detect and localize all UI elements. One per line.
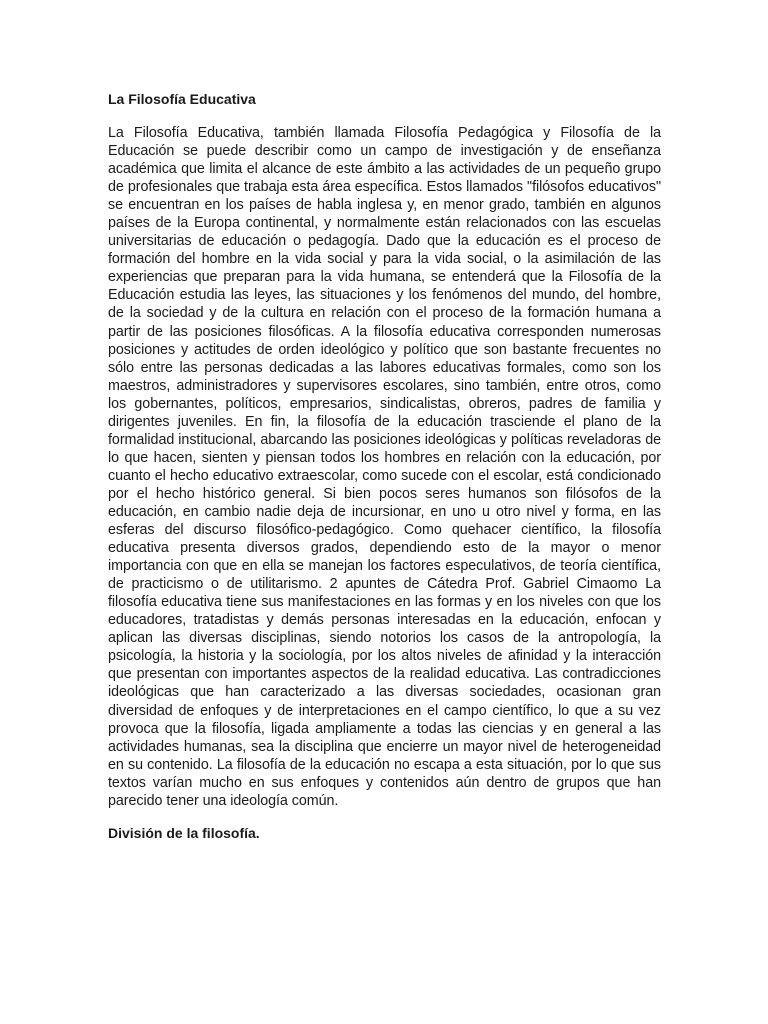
section-heading: División de la filosofía. xyxy=(108,824,260,841)
document-content xyxy=(108,90,661,842)
body-paragraph: La Filosofía Educativa, también llamada Filosofía Pedagógica y Filosofía de la Educación se puede describir como un campo de investigación y de enseñanza académica que limita el alcance de este ámbito a las actividades de un pequeño grupo de profesionales que trabaja esta área específica. Estos llamados "filósofos educativos" se encuentran en los países de habla inglesa y, en menor grado, también en algunos países de la Europa continental, y normalmente están relacionados con las escuelas universitarias de educación o pedagogía. Dado que la educación es el proceso de formación del hombre en la vida social y para la vida social, o la asimilación de las experiencias que preparan para la vida humana, se entenderá que la Filosofía de la Educación estudia las leyes, las situaciones y los fenómenos del mundo, del hombre, de la sociedad y de la cultura en relación con el proceso de la formación humana a partir de las posiciones filosóficas. A la filosofía educativa corresponden numerosas posiciones y actitudes de orden ideológico y político que son bastante frecuentes no sólo entre las personas dedicadas a las labores educativas formales, como son los maestros, administradores y supervisores escolares, sino también, entre otros, como los gobernantes, políticos, empresarios, sindicalistas, obreros, padres de familia y dirigentes juveniles. En fin, la filosofía de la educación trasciende el plano de la formalidad institucional, abarcando las posiciones ideológicas y políticas reveladoras de lo que hacen, sienten y piensan todos los hombres en relación con la educación, por cuanto el hecho educativo extraescolar, como sucede con el escolar, está condicionado por el hecho histórico general. Si bien pocos seres humanos son filósofos de la educación, en cambio nadie deja de incursionar, en uno u otro nivel y forma, en las esferas del discurso filosófico-pedagógico. Como quehacer científico, la filosofía educativa presenta diversos grados, dependiendo esto de la mayor o menor importancia con que en ella se manejan los factores especulativos, de teoría científica, de practicismo o de utilitarismo. 2 apuntes de Cátedra Prof. Gabriel Cimaomo La filosofía educativa tiene sus manifestaciones en las formas y en los niveles con que los educadores, tratadistas y demás personas interesadas en la educación, enfocan y aplican las diversas disciplinas, siendo notorios los casos de la antropología, la psicología, la historia y la sociología, por los altos niveles de afinidad y la interacción que presentan con importantes aspectos de la realidad educativa. Las contradicciones ideológicas que han caracterizado a las diversas sociedades, ocasionan gran diversidad de enfoques y de interpretaciones en el campo científico, lo que a su vez provoca que la filosofía, ligada ampliamente a todas las ciencias y en general a las actividades humanas, sea la disciplina que encierre un mayor nivel de heterogeneidad en su contenido. La filosofía de la educación no escapa a esta situación, por lo que sus textos varían mucho en sus enfoques y contenidos aún dentro de grupos que han parecido tener una ideología común. xyxy=(108,125,661,809)
document-title: La Filosofía Educativa xyxy=(108,91,256,107)
